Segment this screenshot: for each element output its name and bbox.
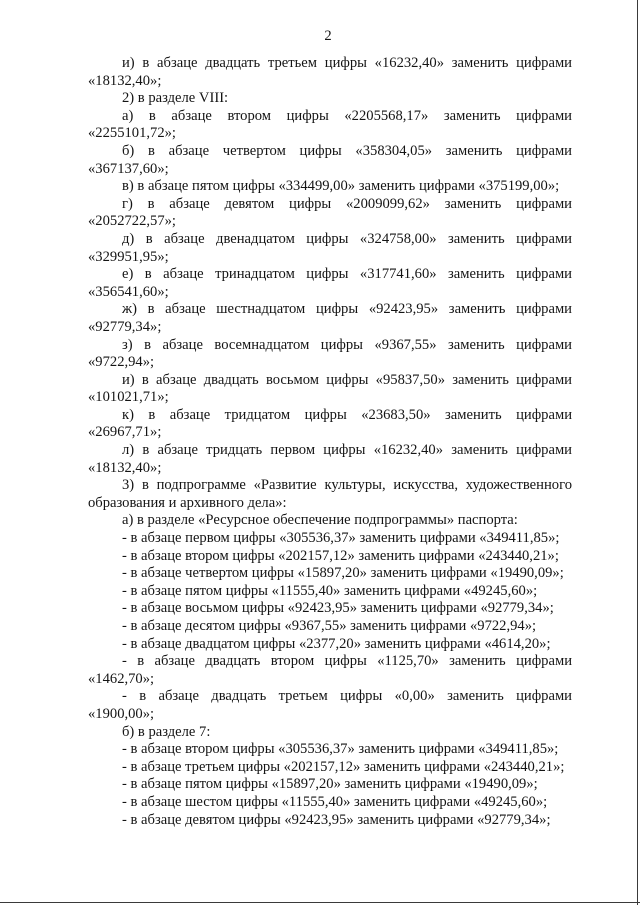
text-line: - в абзаце четвертом цифры «15897,20» заменить цифрами «19490,09»; bbox=[122, 565, 564, 582]
text-line: - в абзаце втором цифры «305536,37» заменить цифрами «349411,85»; bbox=[122, 741, 559, 758]
text-line: б) в разделе 7: bbox=[122, 723, 211, 740]
text-line: «356541,60»; bbox=[88, 283, 169, 300]
text-line: «26967,71»; bbox=[88, 424, 162, 441]
text-line: з) в абзаце восемнадцатом цифры «9367,55» заменить цифрами bbox=[122, 336, 572, 353]
text-line: «2255101,72»; bbox=[88, 125, 176, 142]
text-line: и) в абзаце двадцать восьмом цифры «95837,50» заменить цифрами bbox=[122, 371, 572, 388]
document-body bbox=[88, 55, 572, 829]
text-line: л) в абзаце тридцать первом цифры «16232,40» заменить цифрами bbox=[122, 442, 572, 459]
text-line: и) в абзаце двадцать третьем цифры «16232,40» заменить цифрами bbox=[122, 55, 572, 71]
text-line: - в абзаце пятом цифры «11555,40» заменить цифрами «49245,60»; bbox=[122, 582, 538, 599]
text-line: - в абзаце двадцать втором цифры «1125,70» заменить цифрами bbox=[122, 653, 572, 670]
text-line: е) в абзаце тринадцатом цифры «317741,60» заменить цифрами bbox=[122, 266, 572, 283]
scan-border-right bbox=[637, 0, 638, 905]
text-line: д) в абзаце двенадцатом цифры «324758,00» заменить цифрами bbox=[122, 230, 572, 247]
text-line: «92779,34»; bbox=[88, 318, 162, 335]
text-line: «2052722,57»; bbox=[88, 213, 176, 230]
text-line: 3) в подпрограмме «Развитие культуры, искусства, художественного bbox=[122, 477, 572, 494]
text-line: - в абзаце девятом цифры «92423,95» заменить цифрами «92779,34»; bbox=[122, 811, 551, 828]
text-line: образования и архивного дела»: bbox=[88, 494, 287, 511]
text-line: - в абзаце двадцать третьем цифры «0,00» заменить цифрами bbox=[122, 688, 572, 705]
text-line: - в абзаце пятом цифры «15897,20» заменить цифрами «19490,09»; bbox=[122, 776, 538, 793]
text-line: «18132,40»; bbox=[88, 459, 162, 476]
text-line: «9722,94»; bbox=[88, 354, 155, 371]
text-line: - в абзаце двадцатом цифры «2377,20» заменить цифрами «4614,20»; bbox=[122, 635, 551, 652]
text-line: - в абзаце шестом цифры «11555,40» заменить цифрами «49245,60»; bbox=[122, 793, 548, 810]
text-line: - в абзаце десятом цифры «9367,55» заменить цифрами «9722,94»; bbox=[122, 618, 537, 634]
text-line: а) в абзаце втором цифры «2205568,17» заменить цифрами bbox=[122, 107, 572, 124]
text-line: 2) в разделе VIII: bbox=[122, 90, 229, 107]
text-line: а) в разделе «Ресурсное обеспечение подпрограммы» паспорта: bbox=[122, 512, 518, 529]
scan-border-bottom bbox=[0, 902, 640, 903]
text-line: б) в абзаце четвертом цифры «358304,05» заменить цифрами bbox=[122, 142, 572, 159]
text-line: - в абзаце первом цифры «305536,37» заменить цифрами «349411,85»; bbox=[122, 530, 560, 547]
text-line: - в абзаце третьем цифры «202157,12» заменить цифрами «243440,21»; bbox=[122, 758, 565, 775]
text-line: - в абзаце восьмом цифры «92423,95» заменить цифрами «92779,34»; bbox=[122, 600, 554, 617]
text-line: «329951,95»; bbox=[88, 248, 169, 265]
text-line: ж) в абзаце шестнадцатом цифры «92423,95» заменить цифрами bbox=[122, 301, 572, 318]
page-number: 2 bbox=[324, 28, 332, 44]
text-line: в) в абзаце пятом цифры «334499,00» заменить цифрами «375199,00»; bbox=[122, 178, 560, 195]
text-line: «101021,71»; bbox=[88, 389, 169, 406]
text-line: «1900,00»; bbox=[88, 705, 155, 722]
text-line: «367137,60»; bbox=[88, 160, 169, 177]
text-line: к) в абзаце тридцатом цифры «23683,50» заменить цифрами bbox=[122, 406, 572, 423]
text-line: «18132,40»; bbox=[88, 72, 162, 89]
text-line: г) в абзаце девятом цифры «2009099,62» заменить цифрами bbox=[122, 195, 572, 212]
text-line: - в абзаце втором цифры «202157,12» заменить цифрами «243440,21»; bbox=[122, 547, 559, 564]
text-line: «1462,70»; bbox=[88, 670, 155, 687]
